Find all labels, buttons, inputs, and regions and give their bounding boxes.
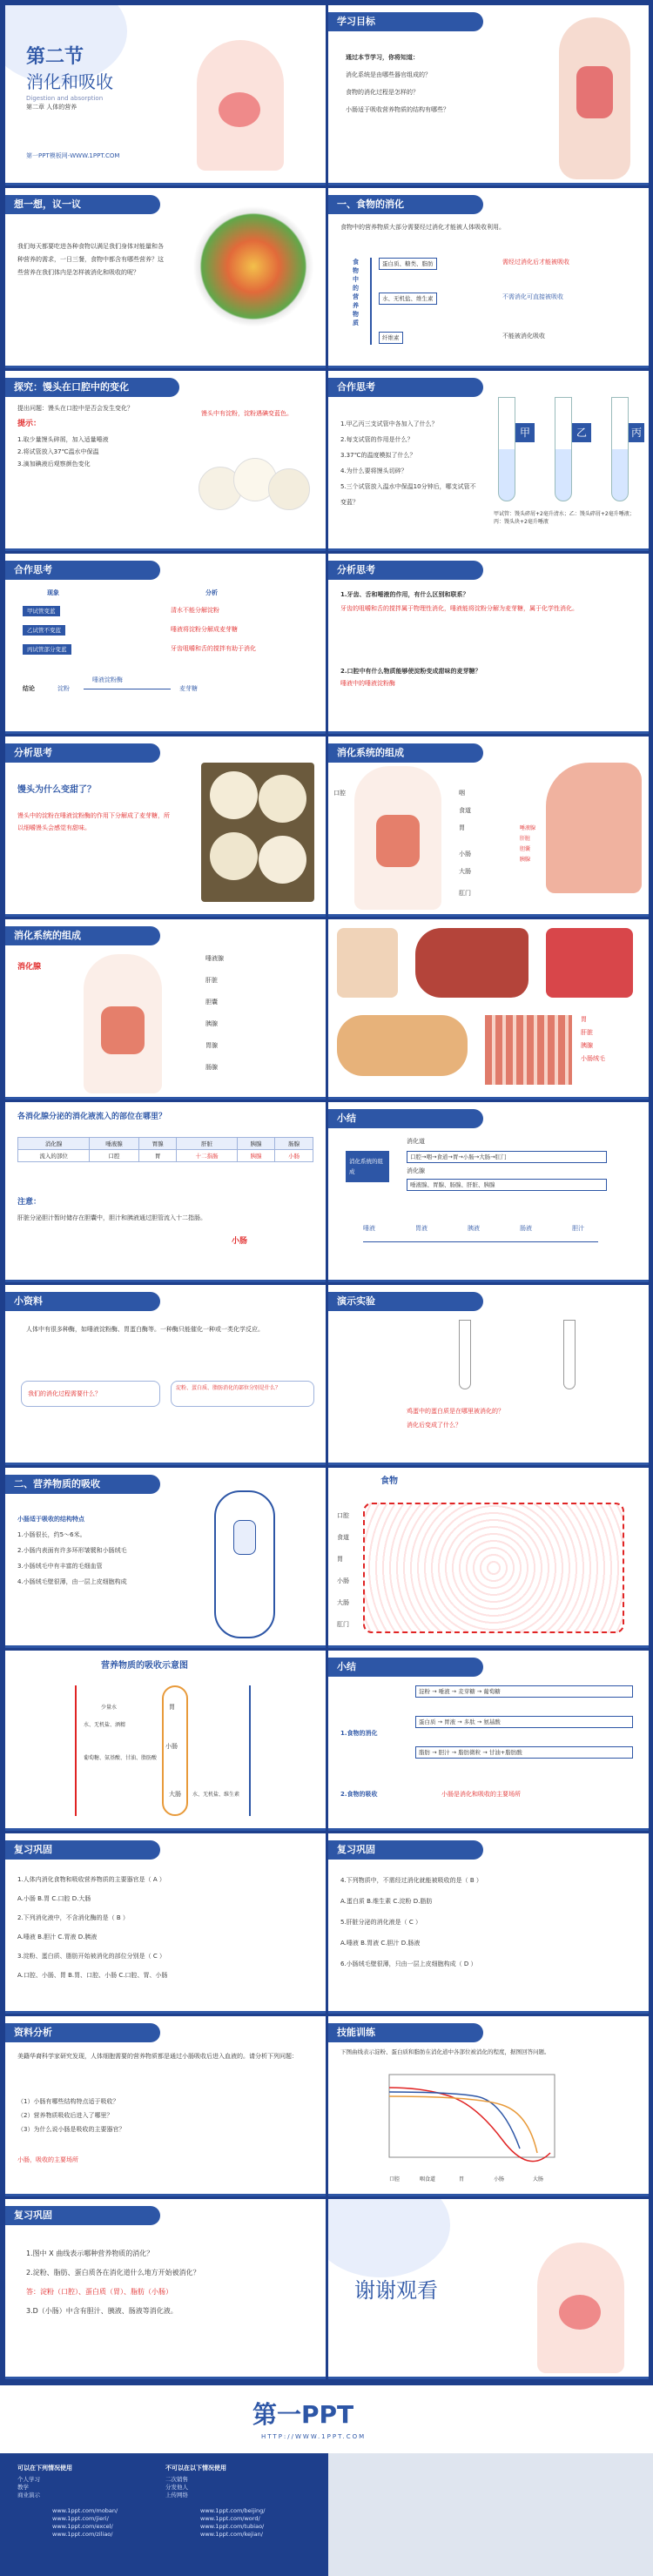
slide-cover: [5, 5, 326, 185]
key-statement: 小肠是消化和吸收的主要场所: [441, 1791, 521, 1798]
review-options: A.唾液 B.胆汁 C.胃液 D.胰液: [17, 1934, 98, 1940]
note-label: 注意：: [17, 1198, 42, 1207]
test-tube-2: [555, 397, 572, 501]
footer-link[interactable]: www.1ppt.com/excel/: [52, 2523, 113, 2530]
absorb-line: 1.小肠很长，约5～6米。: [17, 1531, 86, 1538]
slide-review-2: [328, 1833, 649, 2014]
digestion-curve-chart: [372, 2070, 563, 2175]
footer-link[interactable]: www.1ppt.com/moban/: [52, 2507, 118, 2514]
info-text: 人体中有很多种酶，如唾液淀粉酶、胃蛋白酶等。一种酶只能催化一种或一类化学反应。: [26, 1326, 264, 1333]
slide-summary-2: [328, 1651, 649, 1831]
slide-goals: [328, 5, 649, 185]
question: 提出问题：馒头在口腔中是否会发生变化？: [17, 405, 133, 412]
review-question: 3.淀粉、蛋白质、脂肪开始被消化的部位分别是（ C ）: [17, 1953, 166, 1960]
gland-table: [17, 1137, 313, 1162]
slide-coop-think-1: [328, 371, 649, 551]
reactant: 淀粉: [57, 685, 70, 692]
organ-label: 小肠: [459, 851, 471, 858]
path-label: 食道: [337, 1534, 349, 1541]
tract-label: 消化道: [407, 1138, 425, 1145]
axis-label: 大肠: [533, 2176, 544, 2183]
footer-right-bg: [328, 2453, 653, 2576]
slide-think: [5, 188, 326, 368]
gland-label: 胰腺: [520, 857, 531, 863]
slide-title: 想一想，议一议: [5, 195, 160, 214]
footer-link[interactable]: www.1ppt.com/word/: [200, 2515, 260, 2522]
diagram-label: 水、无机盐、酒精: [84, 1722, 126, 1728]
answer: 牙齿的咀嚼和舌的搅拌属于物理性消化，唾液能将淀粉分解为麦芽糖，属于化学性消化。: [340, 605, 578, 612]
tube-label: 乙: [572, 423, 591, 442]
allowed-heading: 可以在下列情况使用: [17, 2465, 72, 2472]
digest-row: 蛋白质 → 胃液 → 多肽 → 氨基酸: [415, 1716, 633, 1728]
slide-title: 演示实验: [328, 1292, 483, 1311]
slide-organs-photos: [328, 919, 649, 1100]
slide-title: 合作思考: [328, 378, 483, 397]
allowed-item: 教学: [17, 2484, 29, 2491]
organ-label: 胃: [459, 824, 465, 831]
slide-coop-think-2: [5, 554, 326, 734]
review-question: 2.下列消化液中，不含消化酶的是（ B ）: [17, 1914, 129, 1921]
test-tube-a: [459, 1320, 471, 1389]
col-head: 分析: [205, 589, 218, 596]
nutrient-note: 不能被消化吸收: [502, 333, 545, 340]
slide-title: 二、营养物质的吸收: [5, 1475, 160, 1494]
final-product: 甘油+脂肪酸: [488, 1749, 522, 1756]
review-question: 3.D（小肠）中含有胆汁、胰液、肠液等消化液。: [26, 2307, 178, 2315]
nutrient: 淀粉: [419, 1688, 430, 1695]
gland-label: 胰腺: [205, 1020, 218, 1027]
skill-text: 下图曲线表示淀粉、蛋白质和脂肪在消化道中各部位被消化的程度，据图回答问题。: [340, 2048, 550, 2055]
gland-label: 消化腺: [407, 1167, 425, 1174]
goal-line: 小肠适于吸收营养物质的结构有哪些？: [346, 106, 449, 113]
slide-info: [5, 1285, 326, 1465]
slide-title: 技能训练: [328, 2023, 483, 2042]
analysis-text: 美籍华裔科学家研究发现，人体细胞需要的营养物质都是通过小肠吸收后进入血液的。请分析下列问题：: [17, 2053, 298, 2060]
nutrient: 脂肪: [419, 1749, 430, 1756]
key-organ: 小肠: [232, 1237, 248, 1246]
food-bowl-icon: [192, 205, 314, 327]
cover-title: 第二节: [26, 46, 84, 68]
diagram-label: 胃: [169, 1704, 175, 1711]
buns-photo-icon: [201, 763, 314, 902]
juice: 胃液: [415, 1225, 427, 1232]
slide-digestive-system-2: [5, 919, 326, 1100]
stomach-icon: [101, 1006, 145, 1054]
think-text: 我们每天都要吃进各种食物以满足我们身体对能量和各种营养的需求，一日三餐，食物中都含有哪些营养？这些营养在我们体内是怎样被消化和吸收的呢？: [17, 243, 164, 276]
organ-label: 小肠绒毛: [581, 1055, 605, 1062]
demo-question: 鸡蛋中的蛋白质是在哪里被消化的？: [407, 1408, 504, 1415]
slide-absorption-diagram: [5, 1651, 326, 1831]
footer-url: HTTP://WWW.1PPT.COM: [261, 2433, 367, 2440]
note-text: 肝脏分泌胆汁暂时储存在胆囊中，胆汁和胰液通过胆管流入十二指肠。: [17, 1214, 206, 1221]
diagram-label: 水、无机盐、维生素: [192, 1792, 240, 1798]
conclusion-label: 结论: [23, 685, 35, 692]
juice: 胰液: [468, 1225, 480, 1232]
tract-left-line: [75, 1685, 77, 1816]
slide-experiment: [5, 371, 326, 551]
phenomenon: 丙试管部分变蓝: [23, 644, 71, 655]
allowed-item: 商业演示: [17, 2492, 40, 2499]
footer-brand: 第一PPT: [252, 2400, 354, 2429]
analysis-question: （1）小肠有哪些结构特点适于吸收？: [17, 2098, 119, 2105]
diagram-label: 葡萄糖、氨基酸、甘油、脂肪酸: [84, 1755, 158, 1761]
slide-summary-1: [328, 1102, 649, 1282]
path-label: 口腔: [337, 1512, 349, 1519]
final-product: 葡萄糖: [483, 1688, 501, 1695]
disallowed-item: 二次销售: [165, 2476, 188, 2483]
tube-caption: 甲试管：馒头碎屑+2毫升清水；乙：馒头碎屑+2毫升唾液；丙：馒头块+2毫升唾液: [494, 511, 635, 525]
test-tube-1: [498, 397, 515, 501]
test-tube-3: [611, 397, 629, 501]
nutrient: 蛋白质: [419, 1718, 436, 1725]
table-cell: 小肠: [275, 1150, 313, 1162]
footer-link[interactable]: www.1ppt.com/ziliao/: [52, 2531, 113, 2538]
review-options: A.蛋白质 B.维生素 C.淀粉 D.脂肪: [340, 1898, 433, 1905]
absorb-line: 小肠适于吸收的结构特点: [17, 1516, 84, 1523]
slide-title: 消化系统的组成: [328, 743, 483, 763]
gland-list: 唾液腺、胃腺、肠腺、肝脏、胰腺: [407, 1179, 607, 1191]
col-head: 现象: [47, 589, 59, 596]
absorb-line: 4.小肠绒毛壁很薄，由一层上皮细胞构成: [17, 1578, 127, 1585]
test-tube-b: [563, 1320, 576, 1389]
tract-right-line: [249, 1685, 251, 1816]
question: 5.三个试管放入温水中保温10分钟后，哪支试管不变蓝？: [340, 483, 476, 506]
slide-gland-table: [5, 1102, 326, 1282]
slide-title: 合作思考: [5, 561, 160, 580]
footer-link[interactable]: www.1ppt.com/tubiao/: [200, 2523, 265, 2530]
demo-question: 消化后变成了什么？: [407, 1422, 461, 1429]
organ-label: 大肠: [459, 868, 471, 875]
slide-title: 分析思考: [5, 743, 160, 763]
analysis: 牙齿咀嚼和舌的搅拌有助于消化: [171, 645, 256, 652]
goal-line: 食物的消化过程是怎样的？: [346, 89, 419, 96]
path-label: 胃: [337, 1556, 343, 1563]
footer: [0, 2385, 653, 2576]
note: 馒头中有淀粉，淀粉遇碘变蓝色。: [201, 410, 293, 417]
disallowed-item: 分发他人: [165, 2484, 188, 2491]
question: 4.为什么要将馒头切碎？: [340, 467, 407, 474]
footer-link[interactable]: www.1ppt.com/kejian/: [200, 2531, 263, 2538]
review-question: 4.下列物质中，不需经过消化就能被吸收的是（ B ）: [340, 1877, 482, 1884]
chart-frame: [389, 2075, 555, 2157]
stomach-icon: [559, 2295, 601, 2330]
path-label: 小肠: [337, 1577, 349, 1584]
slide-heading: 各消化腺分泌的消化液流入的部位在哪里？: [17, 1113, 167, 1121]
slide-heading: 营养物质的吸收示意图: [101, 1661, 188, 1671]
review-question: 1.人体内消化食物和吸收营养物质的主要器官是（ A ）: [17, 1876, 165, 1883]
slide-title: 小结: [328, 1109, 483, 1128]
cover-sub2: 第二章 人体的营养: [26, 104, 77, 111]
slide-title: 消化系统的组成: [5, 926, 160, 945]
organ-label: 胰腺: [581, 1042, 593, 1049]
answer: 馒头中的淀粉在唾液淀粉酶的作用下分解成了麦芽糖，所以细嚼馒头会感觉有甜味。: [17, 812, 170, 831]
gland-label: 胆囊: [205, 999, 218, 1006]
digest-row: 脂肪 → 胆汁 → 脂肪微粒 → 甘油+脂肪酸: [415, 1746, 633, 1759]
slide-title: 复习巩固: [5, 1840, 160, 1860]
review-question: 1.图中 X 曲线表示哪种营养物质的消化？: [26, 2250, 154, 2257]
thanks-text: 谢谢观看: [354, 2278, 438, 2303]
stomach-photo-icon: [337, 928, 398, 998]
final-product: 氨基酸: [483, 1718, 501, 1725]
analysis-question: （3）为什么说小肠是吸收的主要器官？: [17, 2126, 125, 2133]
cover-en: Digestion and absorption: [26, 95, 104, 102]
bubble-text: 淀粉、蛋白质、脂肪消化的部位分别是什么？: [176, 1385, 281, 1391]
slide-demo: [328, 1285, 649, 1465]
liver-photo-icon: [415, 928, 528, 998]
tract-path: 口腔→咽→食道→胃→小肠→大肠→肛门: [407, 1151, 607, 1163]
summary-point: 1.食物的消化: [340, 1730, 378, 1737]
analysis: 唾液将淀粉分解成麦芽糖: [171, 626, 238, 633]
system-box: 消化系统的组成: [346, 1151, 389, 1182]
phenomenon: 乙试管不变蓝: [23, 625, 65, 636]
nutrient-group: 水、无机盐、维生素: [379, 293, 437, 305]
cover-site: 第一PPT模板网-WWW.1PPT.COM: [26, 152, 120, 159]
enzyme: 唾液淀粉酶: [92, 676, 123, 683]
nutrient-group: 纤维素: [379, 332, 403, 344]
gland-heading: 消化腺: [17, 963, 42, 972]
organ-label: 肛门: [459, 890, 471, 897]
curve-z: [389, 2096, 537, 2153]
slide-skill-training: [328, 2016, 649, 2196]
review-options: A.小肠 B.胃 C.口腔 D.大肠: [17, 1895, 91, 1902]
review-question: 2.淀粉、脂肪、蛋白质各在消化道什么地方开始被消化？: [26, 2269, 200, 2277]
slide-thanks: [328, 2199, 649, 2379]
axis-label: 咽食道: [420, 2176, 436, 2183]
juice: 胆汁: [438, 1749, 450, 1756]
analysis-answer: 小肠，吸收的主要场所: [17, 2156, 78, 2163]
table-cell: 流入的部位: [18, 1150, 90, 1162]
table-head: 胰腺: [237, 1138, 275, 1150]
slide-data-analysis: [5, 2016, 326, 2196]
review-answer: 答：淀粉（口腔）、蛋白质（胃）、脂肪（小肠）: [26, 2288, 172, 2296]
analysis: 清水不能分解淀粉: [171, 607, 219, 614]
table-head: 肠腺: [275, 1138, 313, 1150]
curve-y: [389, 2092, 520, 2149]
tube-label: 甲: [515, 423, 535, 442]
pancreas-photo-icon: [337, 1015, 468, 1076]
step: 2.将试管放入37℃温水中保温: [17, 448, 99, 455]
goal-line: 通过本节学习，你将知道：: [346, 54, 419, 61]
absorb-line: 3.小肠绒毛中有丰富的毛细血管: [17, 1563, 103, 1570]
juice: 唾液: [438, 1688, 450, 1695]
diagram-label: 大肠: [169, 1791, 181, 1798]
slide-review-1: [5, 1833, 326, 2014]
review-question: 5.肝脏分泌的消化液是（ C ）: [340, 1919, 422, 1926]
axis-label: 胃: [459, 2176, 465, 2183]
intestine-photo-icon: [546, 928, 633, 998]
product: 多肽: [463, 1718, 475, 1725]
stomach-icon: [219, 92, 260, 127]
slide-title: 小资料: [5, 1292, 160, 1311]
steamed-buns-icon: [199, 449, 312, 519]
digestive-tract-icon: [376, 815, 420, 867]
table-cell: 胰腺: [237, 1150, 275, 1162]
table-head: 唾液腺: [90, 1138, 139, 1150]
slide-heading: 食物: [380, 1476, 398, 1486]
table-cell: 胃: [138, 1150, 177, 1162]
juice: 胆汁: [572, 1225, 584, 1232]
gland-label: 肝脏: [520, 836, 531, 842]
gland-label: 肠腺: [205, 1064, 218, 1071]
gland-label: 唾液腺: [205, 955, 224, 962]
nutrient-group: 蛋白质、糖类、脂肪: [379, 258, 437, 270]
question: 2.口腔中有什么物质能够使淀粉变成甜味的麦芽糖？: [340, 668, 481, 675]
juice: 肠液: [520, 1225, 532, 1232]
phenomenon: 甲试管变蓝: [23, 606, 60, 616]
question: 2.每支试管的作用是什么？: [340, 436, 414, 443]
disallowed-heading: 不可以在以下情况使用: [165, 2465, 226, 2472]
path-label: 肛门: [337, 1621, 349, 1628]
slide-title: 探究：馒头在口腔中的变化: [5, 378, 179, 397]
nutrient-note: 需经过消化后才能被吸收: [502, 259, 569, 266]
product: 麦芽糖: [179, 685, 198, 692]
footer-link[interactable]: www.1ppt.com/beijing/: [200, 2507, 266, 2514]
vertical-label: 食物中的营养物质: [353, 259, 359, 326]
slide-title: 分析思考: [328, 561, 483, 580]
slide-analysis-2: [5, 736, 326, 917]
organ-label: 咽: [459, 790, 465, 797]
diagram-label: 少量水: [101, 1705, 118, 1711]
table-cell: 口腔: [90, 1150, 139, 1162]
absorb-line: 2.小肠内表面有许多环形皱襞和小肠绒毛: [17, 1547, 127, 1554]
tube-label: 丙: [629, 423, 644, 442]
slide-absorption: [5, 1468, 326, 1648]
gland-label: 胆囊: [520, 846, 531, 852]
review-options: A.口腔、小肠、胃 B.胃、口腔、小肠 C.口腔、胃、小肠: [17, 1972, 168, 1979]
slide-food-digestion: [328, 188, 649, 368]
hint-label: 提示：: [17, 420, 42, 428]
nutrient-note: 不需消化可直接被吸收: [502, 293, 563, 300]
digest-row: 淀粉 → 唾液 → 麦芽糖 → 葡萄糖: [415, 1685, 633, 1698]
footer-link[interactable]: www.1ppt.com/jieri/: [52, 2515, 109, 2522]
juice: 唾液: [363, 1225, 375, 1232]
table-head: 消化腺: [18, 1138, 90, 1150]
summary-point: 2.食物的吸收: [340, 1791, 378, 1798]
gland-label: 胃腺: [205, 1042, 218, 1049]
table-head: 胃腺: [138, 1138, 177, 1150]
question: 馒头为什么变甜了？: [17, 785, 96, 795]
review-options: A.唾液 B.胃液 C.胆汁 D.肠液: [340, 1940, 421, 1947]
bubble-text: 我们的消化过程需要什么？: [28, 1390, 101, 1397]
table-cell: 十二指肠: [177, 1150, 237, 1162]
disallowed-item: 上传网络: [165, 2492, 188, 2499]
review-question: 6.小肠绒毛壁很薄，只由一层上皮细胞构成（ D ）: [340, 1961, 477, 1967]
organ-label: 食道: [459, 807, 471, 814]
axis-label: 小肠: [494, 2176, 505, 2183]
question: 1.甲乙丙三支试管中各加入了什么？: [340, 420, 438, 427]
intro-text: 食物中的营养物质大部分需要经过消化才能被人体吸收利用。: [340, 224, 505, 231]
gland-label: 唾液腺: [520, 825, 536, 831]
organ-label: 肝脏: [581, 1029, 593, 1036]
gland-label: 肝脏: [205, 977, 218, 984]
slide-title: 资料分析: [5, 2023, 160, 2042]
cover-subtitle: 消化和吸收: [26, 71, 113, 92]
question: 1.牙齿、舌和唾液的作用，有什么区别和联系？: [340, 591, 469, 598]
product: 麦芽糖: [458, 1688, 475, 1695]
path-label: 大肠: [337, 1599, 349, 1606]
head-section-icon: [546, 763, 642, 893]
slide-title: 复习巩固: [5, 2206, 160, 2225]
slide-food-path: [328, 1468, 649, 1648]
allowed-item: 个人学习: [17, 2476, 40, 2483]
tract-diagram-icon: [214, 1490, 275, 1638]
villi-photo-icon: [485, 1015, 572, 1085]
diagram-label: 小肠: [165, 1743, 178, 1750]
slide-review-3: [5, 2199, 326, 2379]
step: 3.滴加碘液后观察颜色变化: [17, 461, 91, 467]
product: 脂肪微粒: [458, 1749, 481, 1756]
goal-line: 消化系统是由哪些器官组成的？: [346, 71, 431, 78]
slide-title: 小结: [328, 1658, 483, 1677]
analysis-question: （2）营养物质吸收后进入了哪里？: [17, 2112, 113, 2119]
step: 1.取少量馒头碎屑，加入适量唾液: [17, 436, 109, 443]
answer: 唾液中的唾液淀粉酶: [340, 680, 395, 687]
slide-digestive-system-1: [328, 736, 649, 917]
food-path-diagram-icon: [363, 1503, 624, 1633]
organ-label: 胃: [581, 1016, 587, 1023]
juice: 胃液: [444, 1718, 456, 1725]
thanks-shape: [328, 2199, 450, 2277]
table-head: 肝脏: [177, 1138, 237, 1150]
slide-title: 一、食物的消化: [328, 195, 483, 214]
slide-title: 学习目标: [328, 12, 483, 31]
organ-label: 口腔: [333, 790, 346, 797]
slide-title: 复习巩固: [328, 1840, 483, 1860]
slide-analysis-1: [328, 554, 649, 734]
axis-label: 口腔: [389, 2176, 401, 2183]
question: 3.37℃的温度模拟了什么？: [340, 452, 416, 459]
